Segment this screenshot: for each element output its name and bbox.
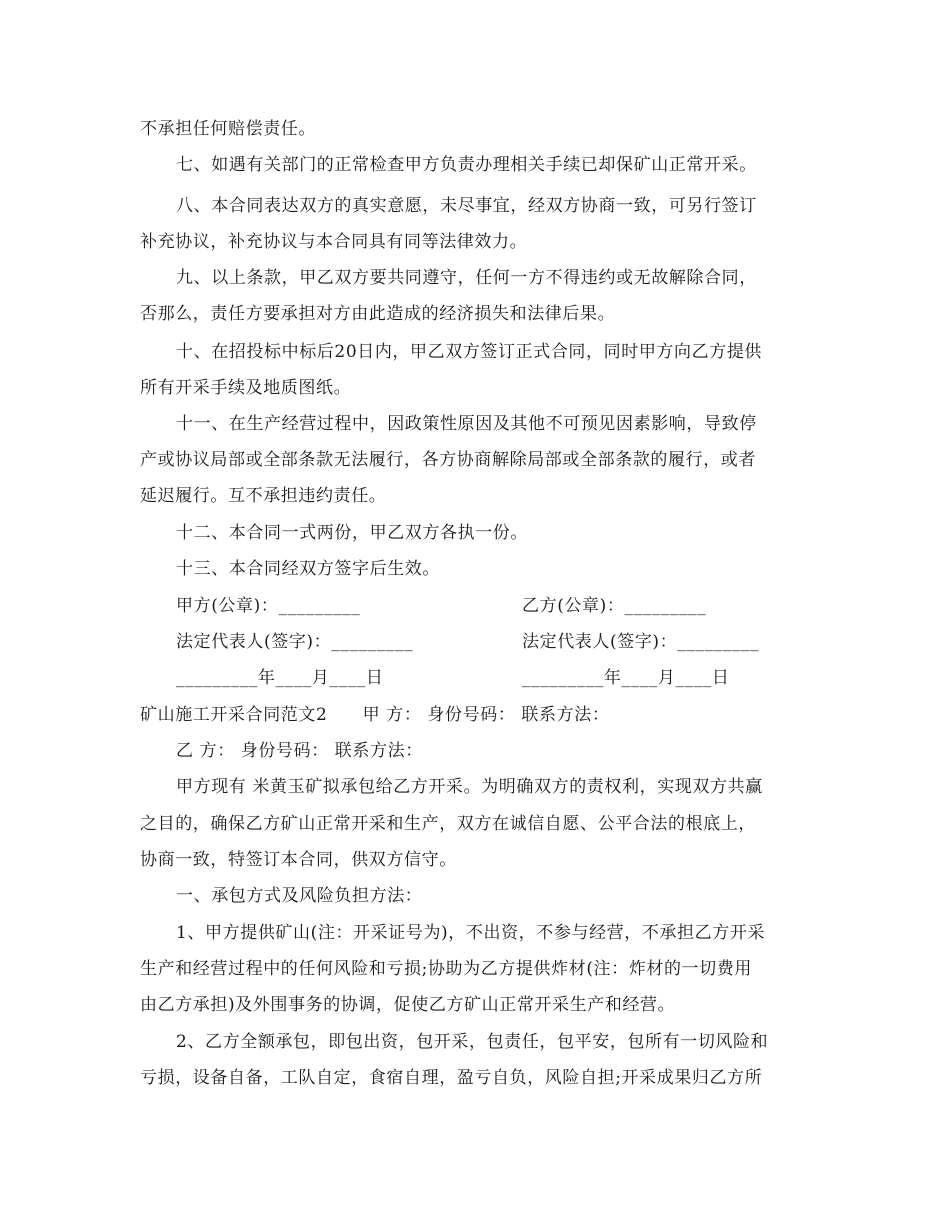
- clause-9: 九、以上条款，甲乙双方要共同遵守，任何一方不得违约或无故解除合同，: [176, 268, 757, 288]
- clause-11-continued: 产或协议局部或全部条款无法履行，各方协商解除局部或全部条款的履行，或者: [140, 450, 756, 470]
- party-a-representative: 法定代表人(签字)：_________: [176, 632, 414, 652]
- party-b-seal: 乙方(公章)：_________: [522, 596, 707, 616]
- clause-7: 七、如遇有关部门的正常检查甲方负责办理相关手续已却保矿山正常开采。: [176, 155, 757, 175]
- clause-13: 十三、本合同经双方签字后生效。: [176, 559, 440, 579]
- item-1-continued: 由乙方承担)及外围事务的协调，促使乙方矿山正常开采生产和经营。: [140, 995, 676, 1015]
- clause-11-continued: 延迟履行。互不承担违约责任。: [140, 486, 387, 506]
- clause-10-continued: 所有开采手续及地质图纸。: [140, 378, 352, 398]
- clause-10: 十、在招投标中标后20日内，甲乙双方签订正式合同，同时甲方向乙方提供: [176, 342, 763, 362]
- item-1-continued: 生产和经营过程中的任何风险和亏损;协助为乙方提供炸材(注：炸材的一切费用: [140, 959, 752, 979]
- section-1-heading: 一、承包方式及风险负担方法：: [176, 886, 423, 906]
- item-2: 2、乙方全额承包，即包出资，包开采，包责任，包平安，包所有一切风险和: [176, 1032, 769, 1052]
- second-contract-body-line: 协商一致，特签订本合同，供双方信守。: [140, 850, 457, 870]
- item-1: 1、甲方提供矿山(注：开采证号为)，不出资，不参与经营，不承担乙方开采: [176, 923, 766, 943]
- clause-8: 八、本合同表达双方的真实意愿，未尽事宜，经双方协商一致，可另行签订: [176, 196, 757, 216]
- clause-12: 十二、本合同一式两份，甲乙双方各执一份。: [176, 523, 528, 543]
- second-contract-body-line: 甲方现有 米黄玉矿拟承包给乙方开采。为明确双方的责权利，实现双方共赢: [176, 777, 763, 797]
- party-a-seal: 甲方(公章)：_________: [176, 596, 361, 616]
- clause-9-continued: 否那么，责任方要承担对方由此造成的经济损失和法律后果。: [140, 304, 616, 324]
- item-2-continued: 亏损，设备自备，工队自定，食宿自理，盈亏自负，风险自担;开采成果归乙方所: [140, 1068, 763, 1088]
- second-contract-party-b: 乙 方： 身份号码： 联系方法：: [176, 741, 423, 761]
- party-a-date: _________年____月____日: [176, 668, 384, 688]
- clause-text-line: 不承担任何赔偿责任。: [140, 119, 316, 139]
- party-b-representative: 法定代表人(签字)：_________: [522, 632, 760, 652]
- clause-8-continued: 补充协议，补充协议与本合同具有同等法律效力。: [140, 232, 528, 252]
- second-contract-heading: 矿山施工开采合同范文2 甲 方： 身份号码： 联系方法：: [140, 705, 610, 725]
- party-b-date: _________年____月____日: [522, 668, 730, 688]
- clause-11: 十一、在生产经营过程中，因政策性原因及其他不可预见因素影响，导致停: [176, 414, 757, 434]
- second-contract-body-line: 之目的，确保乙方矿山正常开采和生产，双方在诚信自愿、公平合法的根底上，: [140, 814, 756, 834]
